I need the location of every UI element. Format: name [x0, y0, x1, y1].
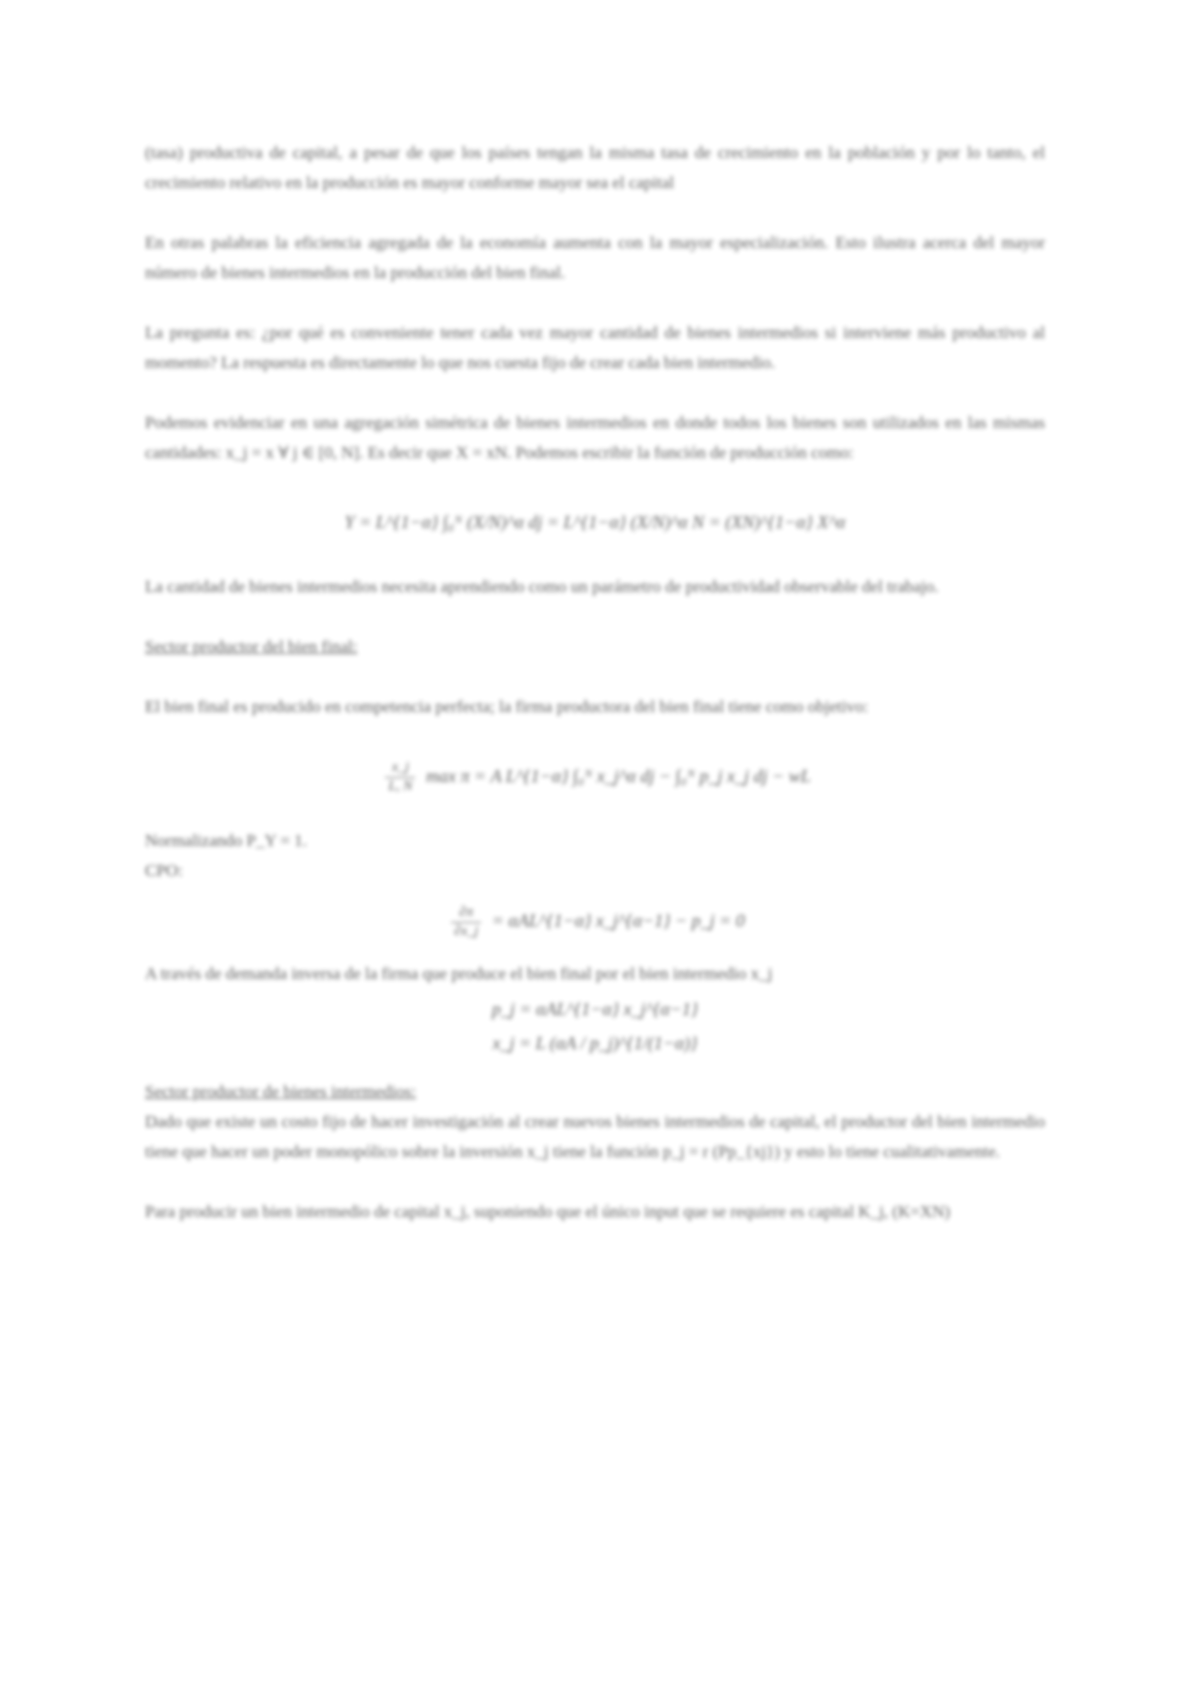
equation-first-order-condition: [145, 904, 1045, 941]
section-heading-final-good: Sector productor del bien final:: [145, 637, 358, 656]
paragraph: La pregunta es: ¿por qué es conveniente tener cada vez mayor cantidad de bienes intermedios si interviene más productivo al momento? La respuesta es directamente lo que nos cuesta fijo de crear cada bien intermedio.: [145, 323, 1045, 372]
paragraph: Para producir un bien intermedio de capital x_j, suponiendo que el único input que se requiere es capital K_j, (K=XN): [145, 1202, 951, 1222]
equation-inverse-demand: p_j = αAL^{1−α} x_j^{α−1}: [491, 999, 699, 1020]
equation-production-function: Y = L^{1−α} ∫₀ᴺ (X/N)^α dj = L^{1−α} (X/N)^α N = (XN)^{1−α} X^α: [344, 512, 846, 532]
equation-demand: x_j = L (αA / p_j)^{1/(1−α)}: [492, 1033, 698, 1054]
normalization-note: Normalizando P_Y = 1.: [145, 831, 307, 851]
equation-foc-body: = αAL^{1−α} x_j^{α−1} − p_j = 0: [491, 911, 745, 931]
equation-profit-maximization: [145, 756, 1045, 796]
paragraph: A través de demanda inversa de la firma que produce el bien final por el bien intermedio x_j: [145, 964, 773, 984]
section-heading-intermediate-goods: Sector productor de bienes intermedios:: [145, 1082, 416, 1102]
paragraph: La cantidad de bienes intermedios necesita aprendiendo como un parámetro de productividad observable del trabajo.: [145, 577, 939, 596]
paragraph: El bien final es producido en competencia perfecta; la firma productora del bien final tiene como objetivo:: [145, 697, 869, 716]
equation-profit-body: max π = A L^{1−α} ∫₀ᴺ x_j^α dj − ∫₀ᴺ p_j x_j dj − wL: [425, 766, 811, 786]
paragraph: (tasa) productiva de capital, a pesar de que los países tengan la misma tasa de crecimiento en la población y por lo tanto, el crecimiento relativo en la producción es mayor conforme mayor sea el capital: [145, 143, 1045, 192]
cpo-label: CPO:: [145, 861, 183, 881]
paragraph: En otras palabras la eficiencia agregada de la economía aumenta con la mayor especialización. Esto ilustra acerca del mayor número de bienes intermedios en la producción del bien final.: [145, 233, 1045, 282]
equation-derivative: $\frac{\partial\pi}{\partial x\_j}$: [451, 904, 481, 941]
equation-max-subscript: $\frac{x\_j}{L, N}$: [385, 759, 415, 796]
document-body: [145, 138, 1045, 1227]
paragraph: Podemos evidenciar en una agregación simétrica de bienes intermedios en donde todos los bienes son utilizados en las mismas cantidades: x_j = x ∀ j ∈ [0, N]. Es decir que X = xN. Podemos escribir la función de producción como:: [145, 413, 1045, 462]
paragraph: Dado que existe un costo fijo de hacer investigación al crear nuevos bienes intermedios de capital, el productor del bien intermedio tiene que hacer un poder monopólico sobre la inversión x_j tiene la función p_j = r (Pp_{xj}) y esto lo tiene cualitativamente.: [145, 1112, 1045, 1162]
